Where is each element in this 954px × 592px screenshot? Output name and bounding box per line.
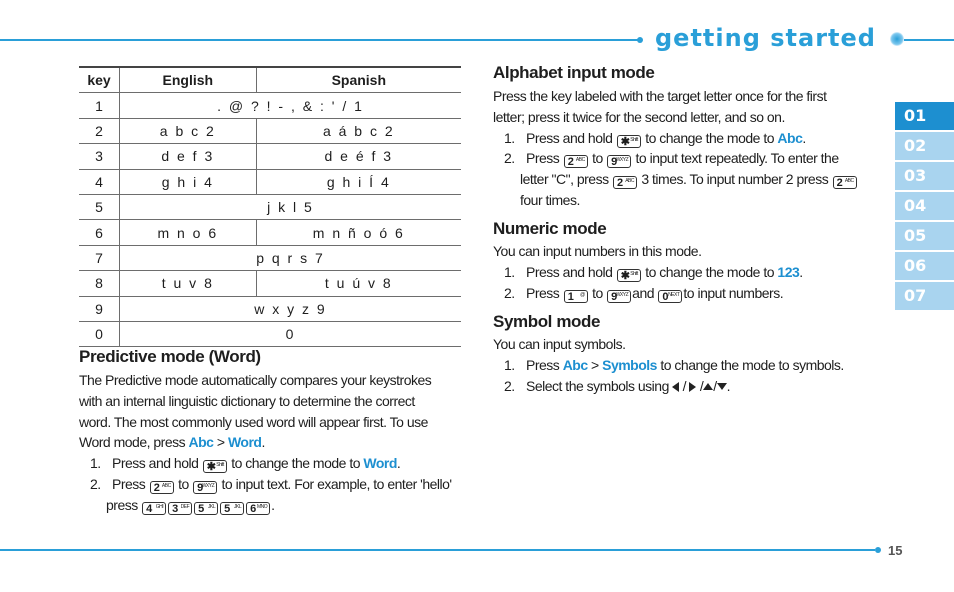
text: Word mode, press	[79, 434, 189, 451]
left-arrow-icon	[672, 382, 679, 392]
period: .	[271, 496, 275, 513]
step-number: 2.	[90, 475, 101, 492]
key-glyph: 6	[250, 502, 256, 515]
step-number: 2.	[504, 284, 515, 301]
key-9-icon	[607, 155, 631, 168]
key-glyph: ✱	[620, 269, 630, 282]
key-glyph: 2	[836, 177, 843, 190]
key-9-icon	[193, 481, 217, 494]
header-rule-right	[904, 39, 954, 41]
key-glyph: 2	[153, 481, 160, 494]
chapter-tab-04[interactable]: 04	[895, 192, 954, 220]
col-header-spanish: Spanish	[256, 67, 461, 93]
header-rule-dot	[637, 37, 643, 43]
alphabet-body	[493, 86, 888, 211]
key-glyph: 2	[616, 177, 623, 190]
text: to change the mode to	[645, 263, 775, 280]
predictive-step-2	[79, 474, 479, 495]
key-cell: 2	[79, 118, 120, 143]
spanish-cell: m n ñ o ó 6	[256, 220, 461, 245]
key-sub: Shift	[216, 462, 224, 469]
key-glyph: 0	[662, 290, 669, 303]
col-header-key: key	[79, 67, 120, 93]
step-number: 1.	[90, 455, 101, 472]
predictive-line-3: word. The most commonly used word will appear first. To use	[79, 413, 428, 430]
table-row	[79, 296, 461, 321]
text: Press	[526, 356, 560, 373]
english-cell: m n o 6	[120, 220, 257, 245]
symbols-mode-link: Symbols	[602, 356, 657, 373]
text: Press	[112, 475, 146, 492]
key-6-icon	[246, 502, 270, 515]
table-row	[79, 144, 461, 169]
page-number: 15	[888, 543, 903, 558]
alphabet-line-1: Press the key labeled with the target letter once for the first	[493, 88, 827, 104]
table-row	[79, 118, 461, 143]
numeric-step-1	[493, 262, 888, 283]
table-row	[79, 321, 461, 346]
key-glyph: 9	[197, 481, 203, 494]
period: .	[799, 263, 803, 280]
star-key-icon	[617, 135, 641, 148]
key-3-icon	[168, 502, 192, 515]
gt: >	[587, 356, 603, 373]
abc-mode-link: Abc	[777, 129, 803, 146]
step-number: 1.	[504, 129, 515, 146]
key-glyph: 9	[611, 290, 617, 303]
period: .	[802, 129, 806, 146]
spanish-cell: g h i Í 4	[256, 169, 461, 194]
predictive-step-1	[79, 453, 479, 474]
text: to	[178, 475, 189, 492]
text: letter "C", press	[520, 171, 609, 188]
slash: /	[699, 377, 704, 394]
text: and	[632, 284, 655, 301]
key-sub: ABC	[844, 178, 854, 185]
table-body	[79, 93, 461, 347]
chapter-tab-03[interactable]: 03	[895, 162, 954, 190]
text: Press and hold	[112, 455, 199, 472]
chapter-tab-02[interactable]: 02	[895, 132, 954, 160]
shared-chars-cell: w x y z 9	[120, 296, 462, 321]
key-cell: 7	[79, 245, 120, 270]
alphabet-step-1	[493, 128, 888, 149]
period: .	[261, 434, 265, 451]
key-sub: @	[580, 291, 585, 298]
key-2-icon	[150, 481, 174, 494]
alphabet-line-2: letter; press it twice for the second letter, and so on.	[493, 108, 785, 125]
key-sub: GHI	[155, 503, 164, 510]
key-0-icon	[658, 290, 682, 303]
key-glyph: 3	[172, 502, 178, 515]
text: to input text repeatedly. To enter the	[635, 150, 839, 167]
english-cell: a b c 2	[120, 118, 257, 143]
table-header-row	[79, 67, 461, 93]
shared-chars-cell: p q r s 7	[120, 245, 462, 270]
right-arrow-icon	[689, 382, 696, 392]
text: to	[592, 150, 603, 167]
table-row	[79, 93, 461, 118]
period: .	[396, 455, 401, 472]
slash: /	[682, 377, 687, 394]
english-cell: t u v 8	[120, 271, 257, 296]
shared-chars-cell: j k l 5	[120, 194, 462, 219]
header-rule	[0, 39, 640, 41]
col-header-english: English	[120, 67, 257, 93]
predictive-line-4	[79, 432, 479, 453]
key-glyph: 1	[567, 290, 574, 303]
key-cell: 3	[79, 144, 120, 169]
word-mode-link: Word	[227, 434, 262, 451]
key-mapping-table	[79, 66, 461, 347]
alphabet-step-2-cont2: four times.	[520, 191, 580, 208]
header-glow-dot	[890, 32, 904, 46]
abc-mode-link: Abc	[562, 356, 588, 373]
chapter-tab-01[interactable]: 01	[895, 102, 954, 130]
alphabet-step-2	[493, 148, 888, 169]
text: Press	[526, 284, 560, 301]
text: to	[592, 284, 603, 301]
english-cell: d e f 3	[120, 144, 257, 169]
text: Select the symbols using	[526, 377, 669, 394]
key-sub: ABC	[625, 178, 634, 185]
key-sub: JKL	[234, 503, 242, 510]
key-sub: DEF	[180, 503, 190, 510]
symbol-heading: Symbol mode	[493, 312, 601, 331]
key-5-icon	[220, 502, 244, 515]
numeric-heading: Numeric mode	[493, 219, 607, 238]
chapter-tab-05[interactable]: 05	[895, 222, 954, 250]
table-row	[79, 169, 461, 194]
key-cell: 9	[79, 296, 120, 321]
step-number: 2.	[504, 150, 515, 167]
key-glyph: 9	[611, 156, 617, 169]
spanish-cell: a á b c 2	[256, 118, 461, 143]
english-cell: g h i 4	[120, 169, 257, 194]
slash: /	[713, 377, 717, 394]
shared-chars-cell: . @ ? ! - , & : ' / 1	[120, 93, 462, 118]
star-key-icon	[203, 460, 227, 473]
shared-chars-cell: 0	[120, 321, 462, 346]
numeric-step-2	[493, 283, 888, 304]
key-sub: Shift	[630, 270, 638, 277]
predictive-line-1: The Predictive mode automatically compares your keystrokes	[79, 372, 432, 388]
step-number: 1.	[504, 263, 515, 280]
gt: >	[213, 434, 228, 451]
symbol-body	[493, 334, 888, 396]
key-sub: WXYZ	[201, 482, 215, 489]
spanish-cell: t u ú v 8	[256, 271, 461, 296]
key-2-icon	[564, 155, 588, 168]
star-key-icon	[617, 269, 641, 282]
text: Press and hold	[526, 129, 613, 146]
predictive-heading: Predictive mode (Word)	[79, 347, 261, 366]
footer-rule	[0, 549, 875, 551]
key-glyph: ✱	[206, 461, 216, 474]
key-4-icon	[142, 502, 166, 515]
key-sub: ABC	[575, 157, 585, 164]
table-row	[79, 220, 461, 245]
key-cell: 8	[79, 271, 120, 296]
numeric-line-1: You can input numbers in this mode.	[493, 243, 702, 259]
chapter-tab-07[interactable]: 07	[895, 282, 954, 310]
text: press	[106, 496, 138, 513]
key-sub: JKL	[208, 503, 216, 510]
text: to change the mode to	[231, 455, 361, 472]
section-title: getting started	[655, 24, 876, 52]
key-cell: 0	[79, 321, 120, 346]
symbol-step-1	[493, 355, 888, 376]
text: to input numbers.	[683, 284, 784, 301]
key-sub: WXYZ	[615, 291, 629, 298]
text: to input text. For example, to enter 'hello'	[221, 475, 452, 492]
key-sub: Shift	[630, 136, 638, 143]
key-sub: ABC	[161, 482, 171, 489]
predictive-step-2-cont	[79, 495, 479, 516]
text: Press and hold	[526, 263, 613, 280]
key-cell: 6	[79, 220, 120, 245]
footer-rule-dot	[875, 547, 881, 553]
key-sub: NEXT	[668, 291, 680, 298]
key-glyph: 4	[146, 502, 152, 515]
alphabet-step-2-cont	[493, 169, 888, 190]
step-number: 2.	[504, 377, 515, 394]
numeric-mode-link: 123	[777, 263, 800, 280]
key-5-icon	[194, 502, 218, 515]
key-sub: WXYZ	[615, 157, 629, 164]
chapter-tab-06[interactable]: 06	[895, 252, 954, 280]
key-glyph: 5	[198, 502, 204, 515]
step-number: 1.	[504, 356, 515, 373]
table-row	[79, 245, 461, 270]
key-glyph: 5	[224, 502, 230, 515]
spanish-cell: d e é f 3	[256, 144, 461, 169]
key-cell: 4	[79, 169, 120, 194]
key-2-icon	[833, 176, 857, 189]
key-cell: 5	[79, 194, 120, 219]
period: .	[726, 377, 730, 394]
abc-mode-link: Abc	[188, 434, 214, 451]
symbol-line-1: You can input symbols.	[493, 336, 626, 352]
numeric-body	[493, 241, 888, 303]
up-arrow-icon	[703, 383, 713, 390]
table-row	[79, 271, 461, 296]
key-glyph: ✱	[620, 135, 630, 148]
key-sub: MNO	[256, 503, 268, 510]
down-arrow-icon	[717, 383, 727, 390]
key-cell: 1	[79, 93, 120, 118]
text: to change the mode to symbols.	[660, 356, 844, 373]
key-1-icon	[564, 290, 588, 303]
key-9-icon	[607, 290, 631, 303]
table-row	[79, 194, 461, 219]
predictive-line-2: with an internal linguistic dictionary to determine the correct	[79, 392, 415, 409]
key-2-icon	[613, 176, 637, 189]
text: to change the mode to	[645, 129, 775, 146]
predictive-body	[79, 370, 479, 516]
text: Press	[526, 150, 560, 167]
word-mode-link: Word	[363, 455, 397, 472]
key-glyph: 2	[567, 156, 574, 169]
text: 3 times. To input number 2 press	[641, 171, 829, 188]
symbol-step-2	[493, 376, 888, 397]
alphabet-heading: Alphabet input mode	[493, 63, 655, 82]
